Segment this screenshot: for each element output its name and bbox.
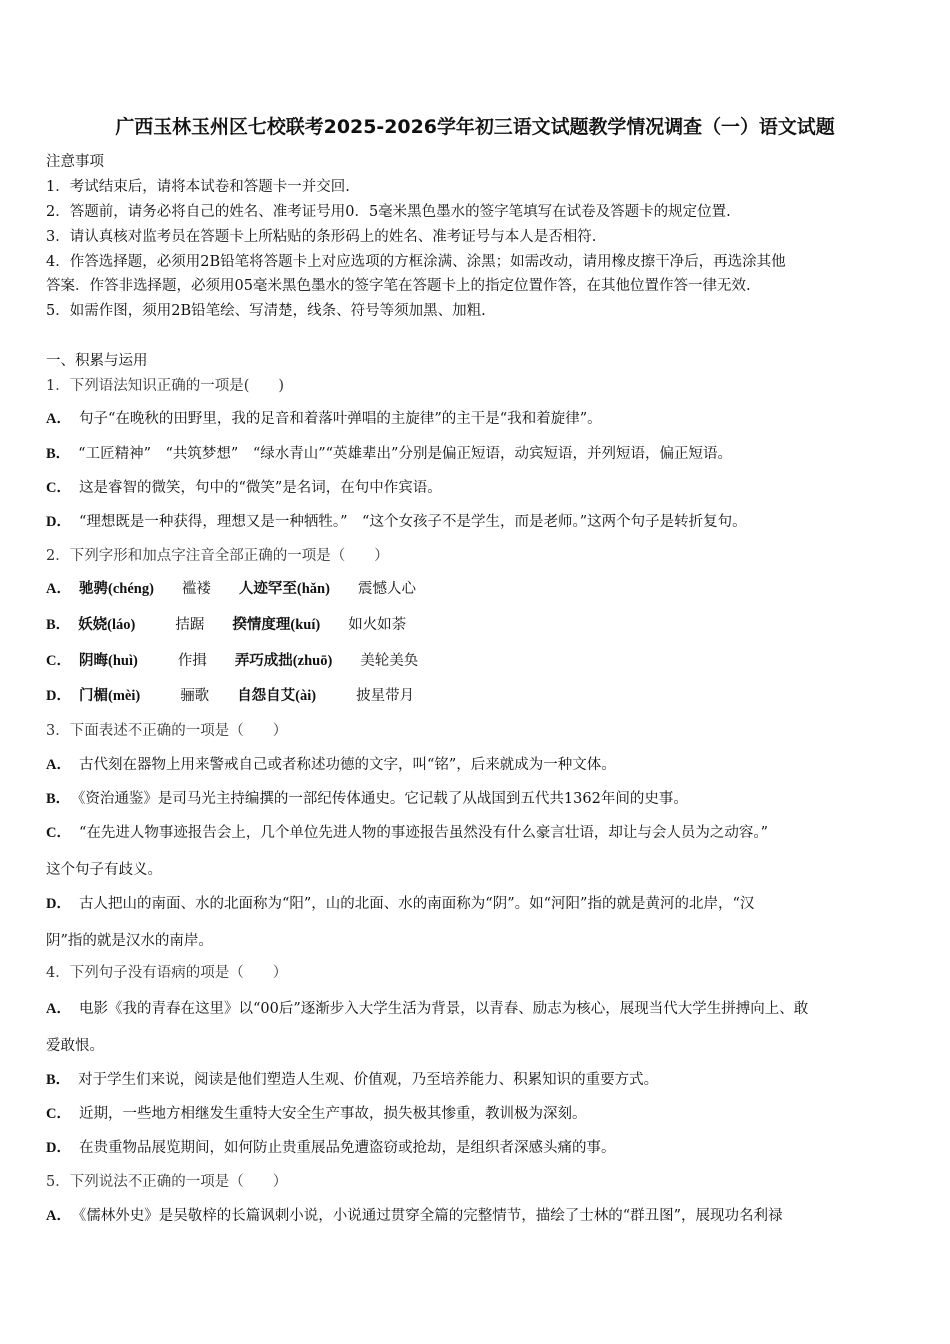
question-4-option-a xyxy=(46,1000,808,1018)
option-term: 人迹罕至(hǎn) xyxy=(238,581,330,597)
option-text: “在先进人物事迹报告会上，几个单位先进人物的事迹报告虽然没有什么豪言壮语，却让与会人员为之动容。” xyxy=(78,825,769,841)
option-label: D． xyxy=(46,688,71,704)
option-label: C． xyxy=(46,1106,71,1122)
option-term: 妖娆(láo) xyxy=(78,617,136,633)
page-title: 广西玉林玉州区七校联考2025-2026学年初三语文试题教学情况调查（一）语文试题 xyxy=(115,116,835,138)
option-term: 拮踞 xyxy=(175,617,205,633)
question-5-stem: 5．下列说法不正确的一项是（ ） xyxy=(46,1174,288,1190)
question-1-option-c xyxy=(46,479,442,497)
option-label: A． xyxy=(46,757,71,773)
question-4-option-c xyxy=(46,1105,586,1123)
question-5-option-a xyxy=(46,1207,783,1225)
option-label: A． xyxy=(46,1001,71,1017)
option-text: 这是睿智的微笑，句中的“微笑”是名词，在句中作宾语。 xyxy=(78,480,442,496)
question-4-option-b xyxy=(46,1071,658,1089)
option-label: A． xyxy=(46,411,71,427)
question-3-option-d xyxy=(46,895,754,913)
option-label: C． xyxy=(46,653,71,669)
question-4-stem: 4．下列句子没有语病的项是（ ） xyxy=(46,965,288,981)
notice-item: 1．考试结束后，请将本试卷和答题卡一并交回. xyxy=(46,179,350,195)
option-term: 揆情度理(kuí) xyxy=(232,617,321,633)
option-text: 古代刻在器物上用来警戒自己或者称述功德的文字，叫“铭”，后来就成为一种文体。 xyxy=(78,757,616,773)
option-label: C． xyxy=(46,825,71,841)
question-1-option-a xyxy=(46,410,602,428)
option-term: 阴晦(huì) xyxy=(78,653,138,669)
option-text: 句子“在晚秋的田野里，我的足音和着落叶弹唱的主旋律”的主干是“我和着旋律”。 xyxy=(78,411,602,427)
question-3-stem: 3．下面表述不正确的一项是（ ） xyxy=(46,723,288,739)
option-label: D． xyxy=(46,1140,71,1156)
question-3-option-c-cont: 这个句子有歧义。 xyxy=(46,862,162,878)
option-label: D． xyxy=(46,514,71,530)
option-label: B． xyxy=(46,446,71,462)
option-text: 《儒林外史》是吴敬梓的长篇讽刺小说，小说通过贯穿全篇的完整情节，描绘了士林的“群丑图”，展现功名利禄 xyxy=(78,1208,783,1224)
option-label: D． xyxy=(46,896,71,912)
notice-item: 2．答题前，请务必将自己的姓名、准考证号用0．5毫米黑色墨水的签字笔填写在试卷及答题卡的规定位置. xyxy=(46,204,731,220)
notice-item: 3．请认真核对监考员在答题卡上所粘贴的条形码上的姓名、准考证号与本人是否相符. xyxy=(46,229,597,245)
option-text: 《资治通鉴》是司马光主持编撰的一部纪传体通史。它记载了从战国到五代共1362年间的史事。 xyxy=(78,791,688,807)
notice-item: 4．作答选择题，必须用2B铅笔将答题卡上对应选项的方框涂满、涂黑；如需改动，请用橡皮擦干净后，再选涂其他 xyxy=(46,254,786,270)
option-term: 骊歌 xyxy=(180,688,210,704)
option-label: B． xyxy=(46,617,71,633)
option-text: 对于学生们来说，阅读是他们塑造人生观、价值观，乃至培养能力、积累知识的重要方式。 xyxy=(78,1072,659,1088)
question-2-option-c xyxy=(46,652,418,670)
option-term: 美轮美奂 xyxy=(360,653,419,669)
question-3-option-d-cont: 阴”指的就是汉水的南岸。 xyxy=(46,933,213,949)
notice-heading: 注意事项 xyxy=(46,154,104,170)
notice-item: 5．如需作图，须用2B铅笔绘、写清楚，线条、符号等须加黑、加粗. xyxy=(46,303,486,319)
question-2-option-b xyxy=(46,616,406,634)
option-term: 驰骋(chéng) xyxy=(78,581,154,597)
option-text: 电影《我的青春在这里》以“00后”逐渐步入大学生活为背景，以青春、励志为核心，展现当代大学生拼搏向上、敢 xyxy=(78,1001,809,1017)
question-1-option-d xyxy=(46,513,747,531)
question-2-option-a xyxy=(46,580,416,598)
question-3-option-a xyxy=(46,756,616,774)
option-term: 弄巧成拙(zhuō) xyxy=(234,653,333,669)
question-4-option-a-cont: 爱敢恨。 xyxy=(46,1038,104,1054)
option-label: A． xyxy=(46,1208,71,1224)
option-term: 作揖 xyxy=(177,653,207,669)
option-text: “工匠精神” “共筑梦想” “绿水青山”“英雄辈出”分别是偏正短语，动宾短语，并列短语，偏正短语。 xyxy=(78,446,732,462)
section-heading: 一、积累与运用 xyxy=(46,353,148,369)
option-label: A． xyxy=(46,581,71,597)
option-label: B． xyxy=(46,1072,71,1088)
option-term: 震憾人心 xyxy=(357,581,416,597)
question-4-option-d xyxy=(46,1139,615,1157)
option-label: C． xyxy=(46,480,71,496)
question-2-option-d xyxy=(46,687,414,705)
option-term: 自怨自艾(ài) xyxy=(237,688,317,704)
question-3-option-c xyxy=(46,824,768,842)
option-text: 近期，一些地方相继发生重特大安全生产事故，损失极其惨重，教训极为深刻。 xyxy=(78,1106,587,1122)
option-term: 褴褛 xyxy=(181,581,211,597)
question-1-stem: 1．下列语法知识正确的一项是( ) xyxy=(46,378,285,394)
option-term: 如火如荼 xyxy=(348,617,407,633)
option-text: “理想既是一种获得，理想又是一种牺牲。” “这个女孩子不是学生，而是老师。”这两个句子是转折复句。 xyxy=(78,514,747,530)
option-term: 门楣(mèi) xyxy=(78,688,141,704)
option-term: 披星带月 xyxy=(356,688,415,704)
question-3-option-b xyxy=(46,790,688,808)
option-text: 在贵重物品展览期间，如何防止贵重展品免遭盗窃或抢劫，是组织者深感头痛的事。 xyxy=(78,1140,616,1156)
option-text: 古人把山的南面、水的北面称为“阳”，山的北面、水的南面称为“阴”。如“河阳”指的就是黄河的北岸，“汉 xyxy=(78,896,755,912)
question-1-option-b xyxy=(46,445,732,463)
question-2-stem: 2．下列字形和加点字注音全部正确的一项是（ ） xyxy=(46,548,389,564)
notice-item: 答案．作答非选择题，必须用05毫米黑色墨水的签字笔在答题卡上的指定位置作答，在其他位置作答一律无效. xyxy=(46,278,751,294)
option-label: B． xyxy=(46,791,71,807)
